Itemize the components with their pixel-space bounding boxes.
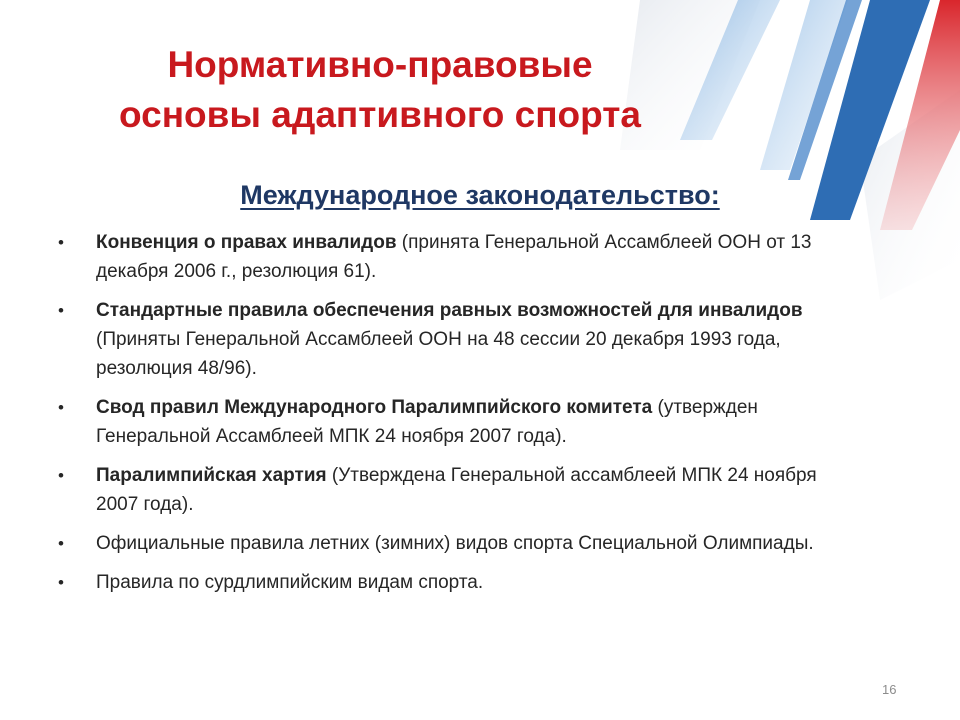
title-line-1: Нормативно-правовые bbox=[167, 44, 593, 85]
bullet: • bbox=[58, 233, 64, 252]
list-item bbox=[58, 228, 858, 286]
item-text: Правила по сурдлимпийским видам спорта. bbox=[96, 572, 484, 593]
item-text: (Утверждена Генеральной ассамблеей МПК 24 ноября 2007 года). bbox=[96, 465, 817, 515]
section-subtitle: Международное законодательство: bbox=[240, 180, 720, 210]
list-item bbox=[58, 529, 858, 558]
bullet: • bbox=[58, 398, 64, 417]
item-text: Официальные правила летних (зимних) видов спорта Специальной Олимпиады. bbox=[96, 533, 814, 554]
item-text: (Приняты Генеральной Ассамблеей ООН на 48 сессии 20 декабря 1993 года, резолюция 48/96). bbox=[96, 329, 781, 379]
list-item bbox=[58, 461, 858, 519]
item-text: (принята Генеральной Ассамблеей ООН от 13 декабря 2006 г., резолюция 61). bbox=[96, 232, 812, 282]
title-line-2: основы адаптивного спорта bbox=[119, 94, 641, 135]
item-bold-text: Паралимпийская хартия bbox=[96, 465, 327, 486]
list-item bbox=[58, 296, 858, 383]
item-bold-text: Стандартные правила обеспечения равных возможностей для инвалидов bbox=[96, 300, 803, 321]
bullet: • bbox=[58, 466, 64, 485]
bullet: • bbox=[58, 573, 64, 592]
item-text: (утвержден Генеральной Ассамблеей МПК 24 ноября 2007 года). bbox=[96, 397, 758, 447]
bullet: • bbox=[58, 301, 64, 320]
page-title bbox=[60, 40, 700, 140]
item-bold-text: Конвенция о правах инвалидов bbox=[96, 232, 397, 253]
item-bold-text: Свод правил Международного Паралимпийского комитета bbox=[96, 397, 653, 418]
list-item bbox=[58, 393, 858, 451]
bullet: • bbox=[58, 534, 64, 553]
list-item bbox=[58, 568, 858, 597]
page-number: 16 bbox=[882, 682, 897, 697]
legislation-list bbox=[58, 228, 858, 607]
